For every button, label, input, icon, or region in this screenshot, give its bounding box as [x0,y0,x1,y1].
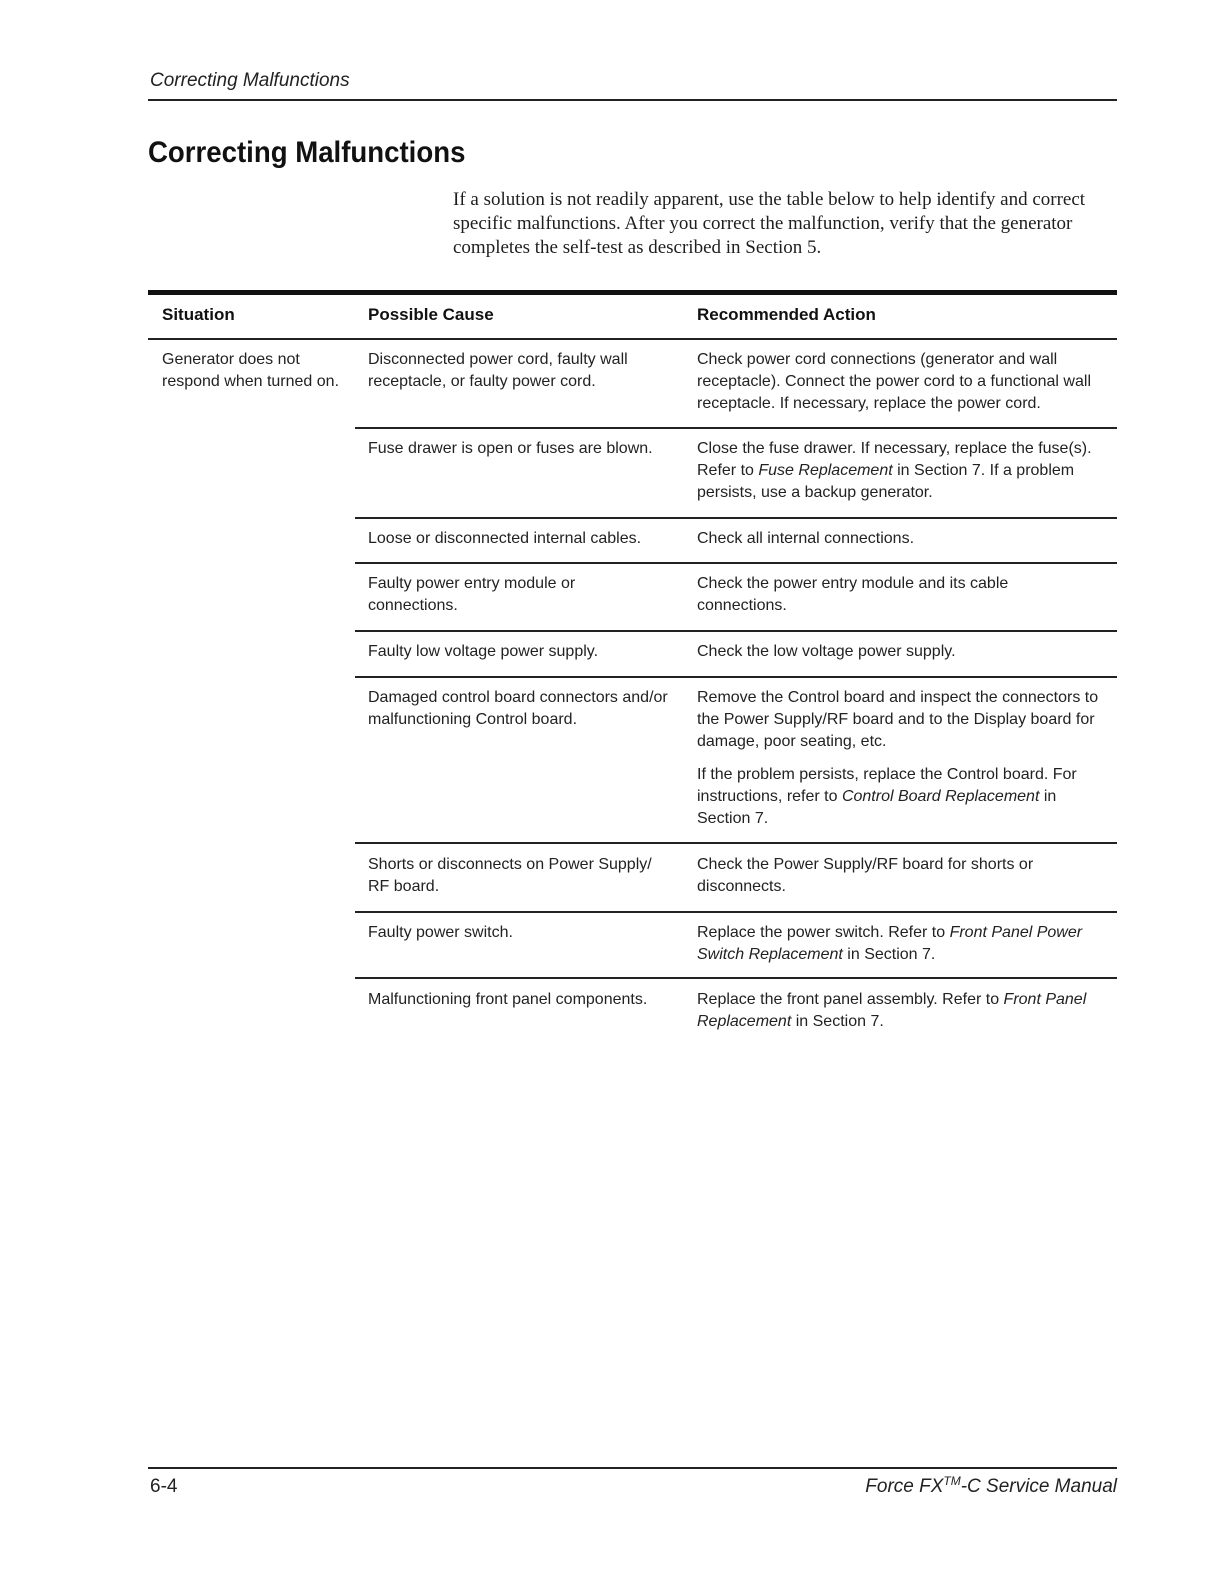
header-bottom-rule [148,338,1117,340]
situation-cell: Generator does not respond when turned on. [162,351,340,390]
column-header-situation: Situation [162,305,235,324]
cause-cell: Faulty power switch. [368,924,513,941]
page-title: Correcting Malfunctions [148,136,466,169]
row-divider [355,427,1117,429]
trademark-mark: TM [943,1474,961,1488]
cause-cell: Loose or disconnected internal cables. [368,530,642,547]
action-cell: Check all internal connections. [697,530,915,547]
footer-rule [148,1467,1117,1469]
cross-reference: Control Board Replacement [841,788,1040,805]
action-cell: Remove the Control board and inspect the connectors to the Power Supply/RF board and to the Display board for damage, poor seating, etc. [697,689,1099,750]
row-divider [355,562,1117,564]
row-divider [355,842,1117,844]
action-cell: Check power cord connections (generator and wall receptacle). Connect the power cord to a functional wall receptacle. If necessary, replace the power cord. [697,351,1091,412]
cause-cell: Damaged control board connectors and/or malfunctioning Control board. [368,689,668,728]
page-number: 6-4 [150,1476,178,1497]
row-divider [355,676,1117,678]
header-rule [148,99,1117,101]
manual-name: Force FX™-C Service Manual [865,1474,1117,1497]
cross-reference: Fuse Replacement [758,462,893,479]
action-cell-continued: If the problem persists, replace the Control board. For instructions, refer to Control Board Replacement in Section 7. [697,766,1077,827]
action-cell: Check the Power Supply/RF board for shorts or disconnects. [697,856,1034,895]
row-divider [355,911,1117,913]
intro-paragraph: If a solution is not readily apparent, use the table below to help identify and correct specific malfunctions. After you correct the malfunction, verify that the generator completes the self-test as described in Section 5. [453,189,1086,258]
cause-cell: Disconnected power cord, faulty wall receptacle, or faulty power cord. [368,351,628,390]
cause-cell: Faulty low voltage power supply. [368,643,599,660]
row-divider [355,630,1117,632]
column-header-cause: Possible Cause [368,305,494,324]
action-cell: Replace the front panel assembly. Refer to Front Panel Replacement in Section 7. [697,991,1087,1030]
cause-cell: Fuse drawer is open or fuses are blown. [368,440,653,457]
action-cell: Close the fuse drawer. If necessary, replace the fuse(s). Refer to Fuse Replacement in Section 7. If a problem persists, use a backup generator. [697,440,1092,501]
cross-reference: Front Panel Replacement [697,991,1087,1030]
cross-reference: Front Panel Power Switch Replacement [697,924,1083,963]
action-cell: Replace the power switch. Refer to Front Panel Power Switch Replacement in Section 7. [697,924,1083,963]
column-header-action: Recommended Action [697,305,876,324]
cause-cell: Shorts or disconnects on Power Supply/ RF board. [368,856,652,895]
cause-cell: Malfunctioning front panel components. [368,991,648,1008]
running-header: Correcting Malfunctions [150,70,350,91]
table-top-rule [148,290,1117,295]
action-cell: Check the power entry module and its cable connections. [697,575,1009,614]
cause-cell: Faulty power entry module or connections. [368,575,576,614]
row-divider [355,517,1117,519]
row-divider [355,977,1117,979]
action-cell: Check the low voltage power supply. [697,643,956,660]
